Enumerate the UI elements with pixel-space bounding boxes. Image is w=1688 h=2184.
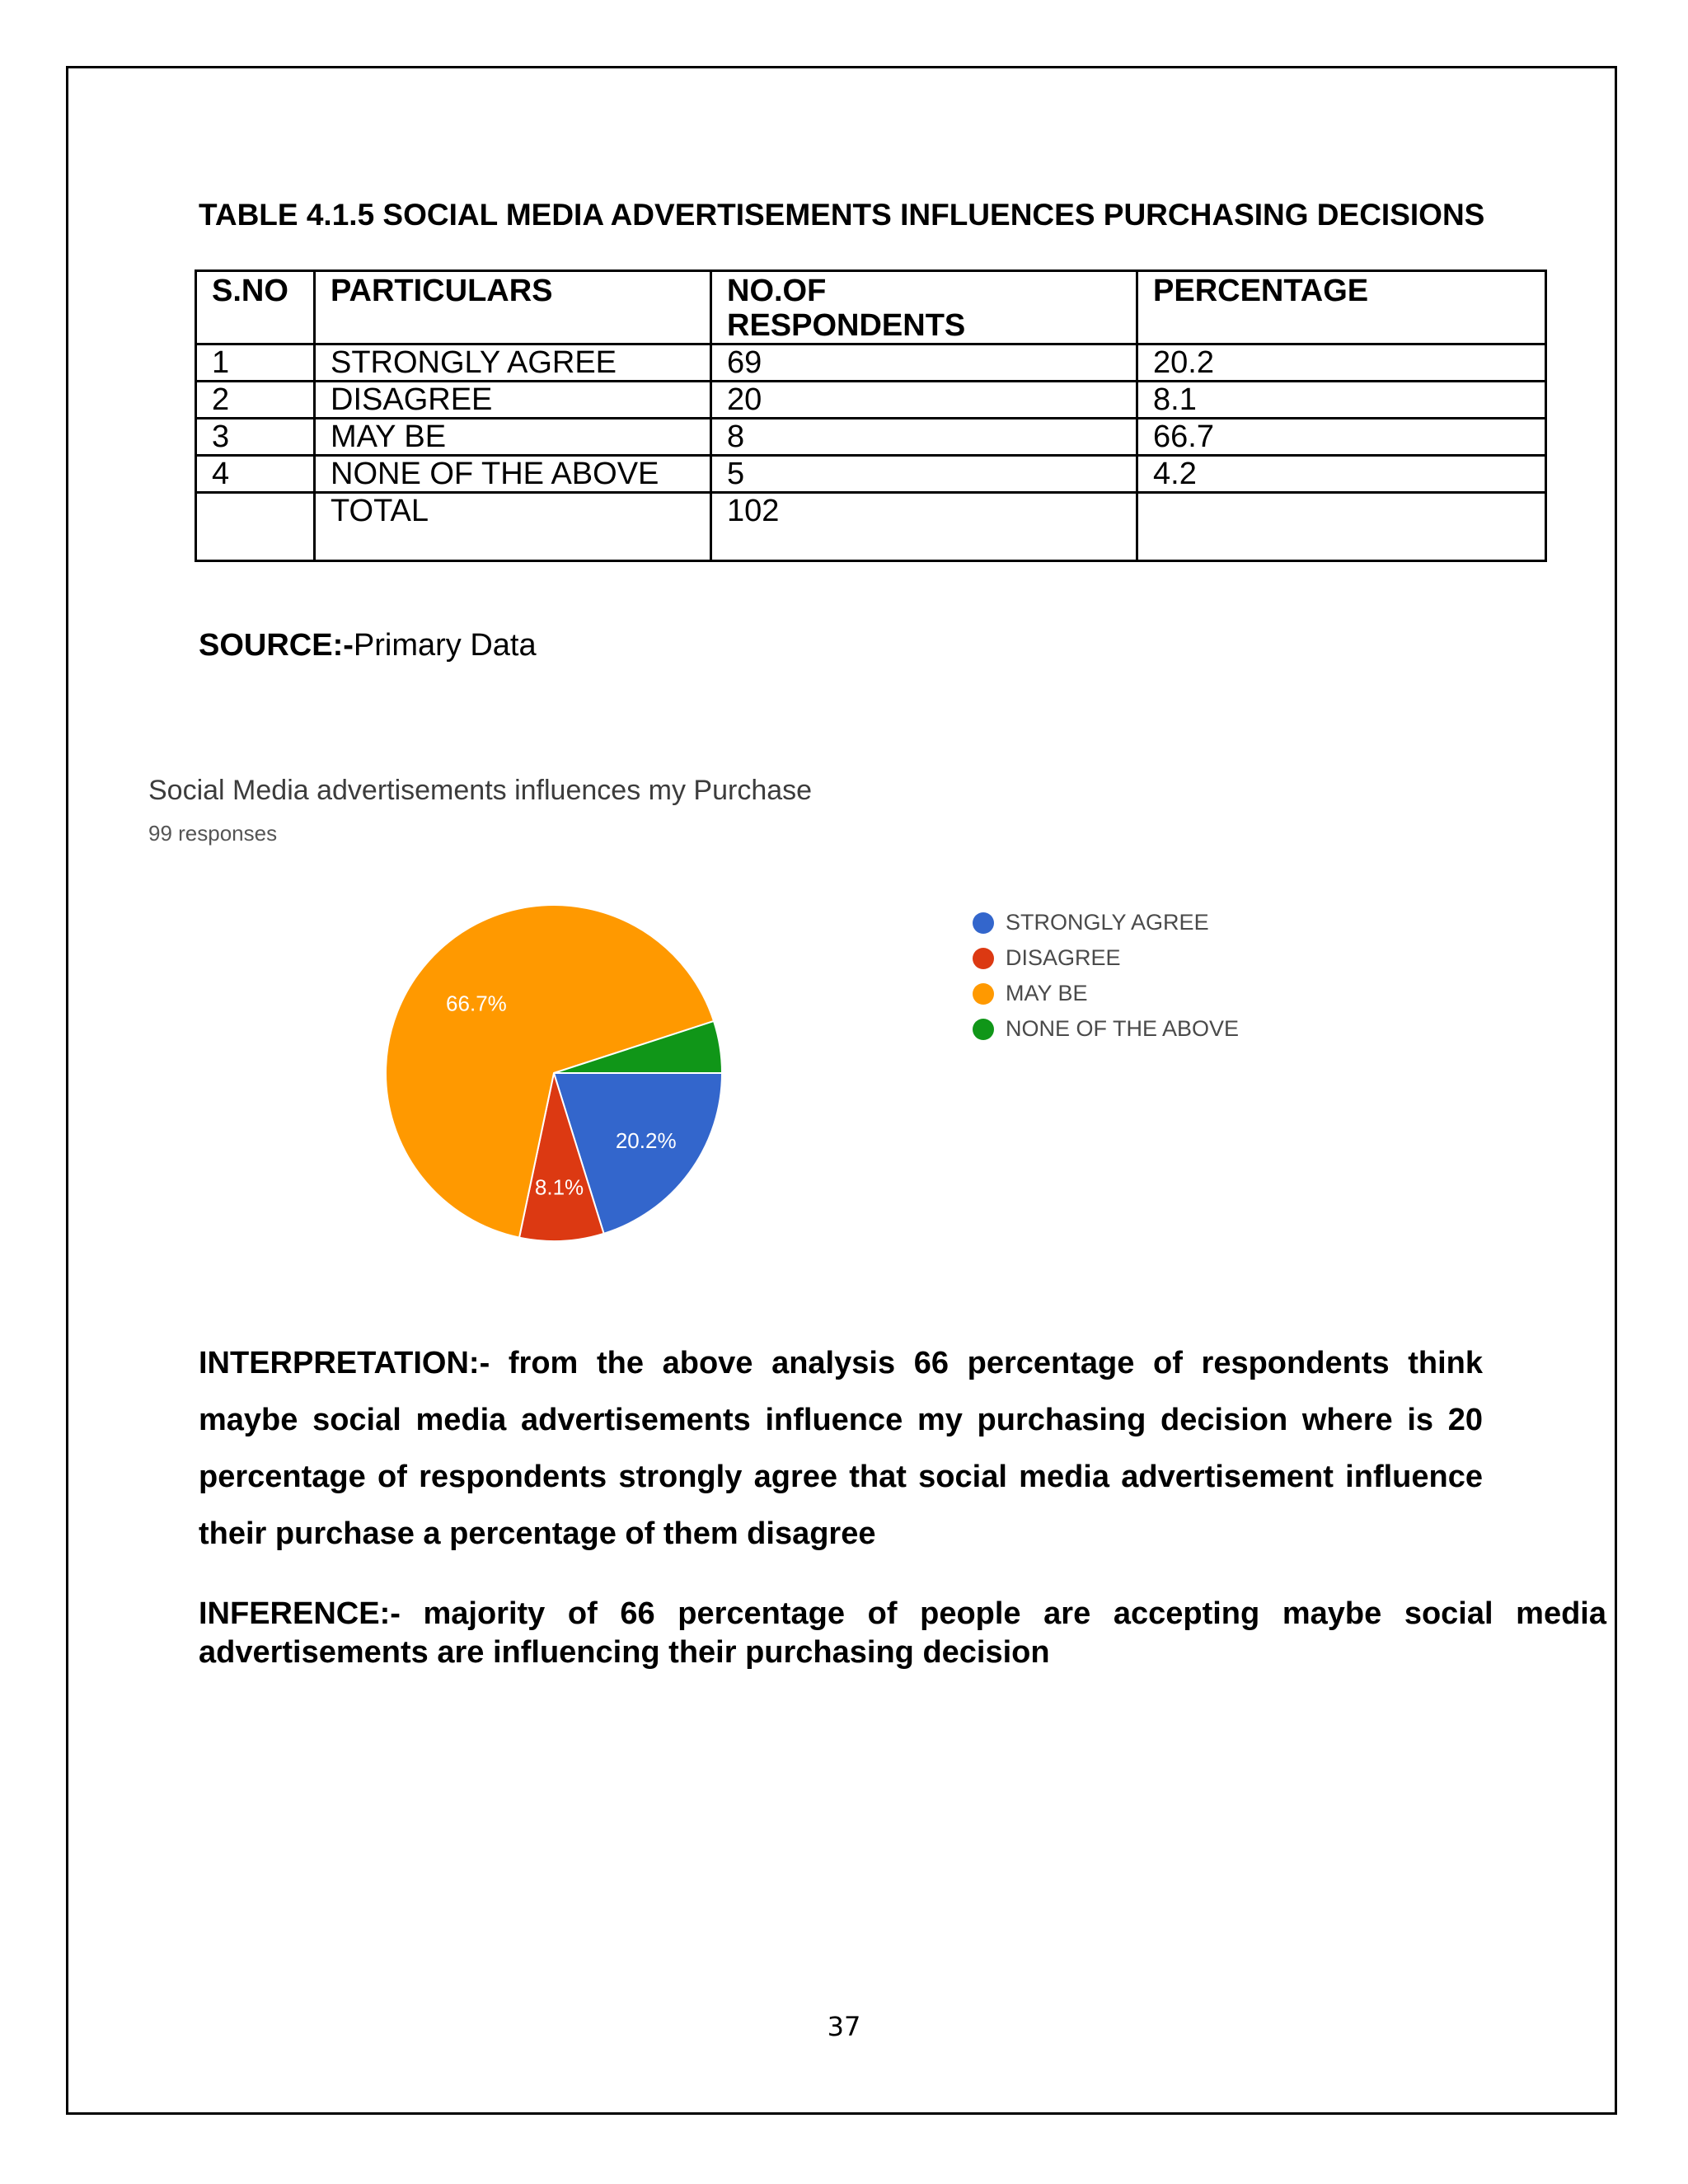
cell-sno (196, 493, 315, 561)
cell-percentage: 66.7 (1137, 419, 1546, 456)
cell-respondents: 69 (711, 344, 1137, 382)
legend-swatch-strongly-agree (973, 912, 994, 934)
table-title: TABLE 4.1.5 SOCIAL MEDIA ADVERTISEMENTS INFLUENCES PURCHASING DECISIONS (199, 198, 1485, 232)
page-number: 37 (827, 2011, 861, 2042)
header-respondents-line1: NO.OF (727, 274, 827, 308)
cell-sno: 1 (196, 344, 315, 382)
cell-particulars: TOTAL (315, 493, 711, 561)
cell-percentage: 8.1 (1137, 382, 1546, 419)
cell-sno: 4 (196, 456, 315, 493)
header-percentage: PERCENTAGE (1137, 271, 1546, 344)
table-total-row (196, 493, 1546, 561)
legend-item-none-of-the-above (973, 1011, 1239, 1047)
chart-title: Social Media advertisements influences my Purchase (148, 775, 813, 806)
legend-item-strongly-agree (973, 905, 1239, 940)
table-row (196, 344, 1546, 382)
legend-item-disagree (973, 940, 1239, 976)
legend-label-none-of-the-above: NONE OF THE ABOVE (1006, 1016, 1240, 1041)
data-table (195, 269, 1547, 562)
table-row (196, 419, 1546, 456)
cell-respondents: 20 (711, 382, 1137, 419)
legend-swatch-none-of-the-above (973, 1019, 994, 1040)
cell-respondents: 102 (711, 493, 1137, 561)
chart-subtitle: 99 responses (148, 821, 278, 846)
pie-data-label-may-be: 66.7% (446, 991, 507, 1016)
interpretation-paragraph: INTERPRETATION:- from the above analysis 66 percentage of respondents think maybe social media advertisements influence my purchasing decision where is 20 percentage of respondents strongly agree that social media advertisement influence their purchase a percentage of them disagree (199, 1346, 1483, 1551)
cell-percentage: 4.2 (1137, 456, 1546, 493)
source-label: SOURCE:- (199, 628, 354, 663)
table-row (196, 382, 1546, 419)
cell-sno: 2 (196, 382, 315, 419)
cell-particulars: DISAGREE (315, 382, 711, 419)
pie-data-label-strongly-agree: 20.2% (615, 1128, 677, 1154)
chart-legend (973, 905, 1239, 1047)
cell-respondents: 5 (711, 456, 1137, 493)
cell-particulars: NONE OF THE ABOVE (315, 456, 711, 493)
header-sno: S.NO (196, 271, 315, 344)
cell-sno: 3 (196, 419, 315, 456)
header-respondents (711, 271, 1137, 344)
legend-swatch-may-be (973, 983, 994, 1005)
legend-label-may-be: MAY BE (1006, 981, 1088, 1005)
header-respondents-line2: RESPONDENTS (727, 308, 966, 343)
header-particulars: PARTICULARS (315, 271, 711, 344)
legend-swatch-disagree (973, 948, 994, 969)
cell-respondents: 8 (711, 419, 1137, 456)
source-value: Primary Data (353, 628, 537, 663)
table-header-row (196, 271, 1546, 344)
source-line (199, 628, 537, 663)
cell-particulars: MAY BE (315, 419, 711, 456)
table-row (196, 456, 1546, 493)
legend-label-strongly-agree: STRONGLY AGREE (1006, 910, 1209, 935)
cell-percentage: 20.2 (1137, 344, 1546, 382)
inference-paragraph: INFERENCE:- majority of 66 percentage of people are accepting maybe social media advertisements are influencing their purchasing decision (199, 1596, 1606, 1670)
legend-label-disagree: DISAGREE (1006, 945, 1121, 970)
pie-data-label-disagree: 8.1% (534, 1174, 584, 1200)
pie-chart (148, 775, 1302, 1269)
cell-percentage (1137, 493, 1546, 561)
legend-item-may-be (973, 976, 1239, 1011)
cell-particulars: STRONGLY AGREE (315, 344, 711, 382)
